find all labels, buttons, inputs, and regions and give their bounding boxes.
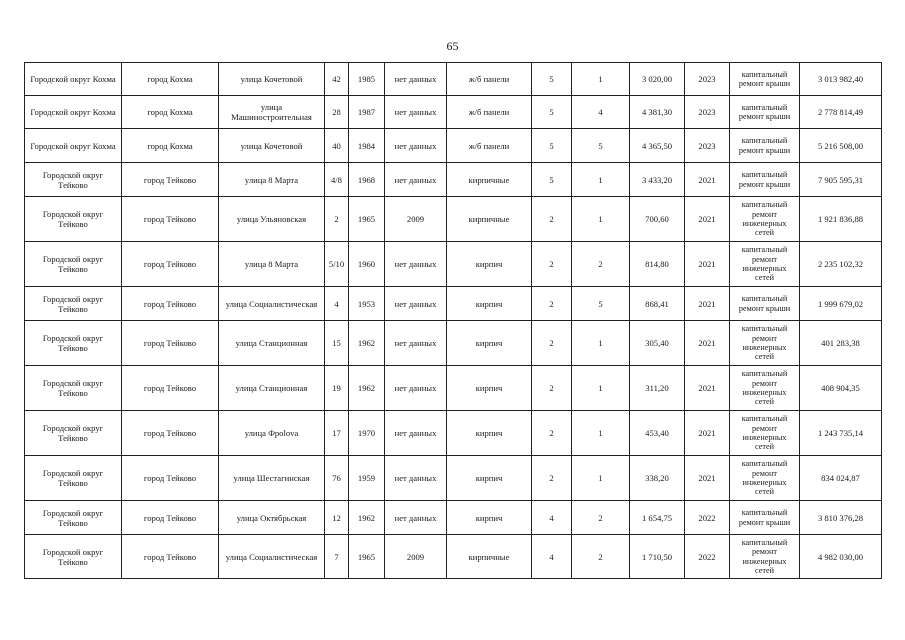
- cell-entrances: 2: [572, 242, 630, 287]
- cell-floors: 5: [532, 63, 572, 96]
- cell-year-last-repair: нет данных: [385, 96, 447, 129]
- cell-total-area: 3 433,20: [630, 163, 685, 197]
- cell-locality: город Кохма: [122, 96, 219, 129]
- cell-district: Городской округ Кохма: [25, 129, 122, 163]
- cell-house-number: 7: [325, 535, 349, 579]
- cell-total-area: 311,20: [630, 366, 685, 411]
- cell-total-area: 338,20: [630, 456, 685, 501]
- cell-street: улица Октябрьская: [219, 501, 325, 535]
- cell-total-area: 3 020,00: [630, 63, 685, 96]
- cell-work-type: капитальный ремонт инженерных сетей: [730, 242, 800, 287]
- cell-house-number: 40: [325, 129, 349, 163]
- cell-floors: 2: [532, 197, 572, 242]
- cell-wall-material: ж/б панели: [447, 63, 532, 96]
- cell-locality: город Тейково: [122, 321, 219, 366]
- cell-planned-year: 2021: [685, 456, 730, 501]
- cell-year-last-repair: нет данных: [385, 501, 447, 535]
- cell-total-area: 814,80: [630, 242, 685, 287]
- cell-locality: город Тейково: [122, 456, 219, 501]
- cell-total-area: 700,60: [630, 197, 685, 242]
- cell-year-last-repair: 2009: [385, 535, 447, 579]
- cell-cost: 5 216 508,00: [800, 129, 882, 163]
- cell-street: улица Социалистическая: [219, 535, 325, 579]
- cell-floors: 2: [532, 287, 572, 321]
- table-row: [25, 129, 882, 163]
- cell-work-type: капитальный ремонт инженерных сетей: [730, 197, 800, 242]
- cell-locality: город Кохма: [122, 63, 219, 96]
- cell-work-type: капитальный ремонт крыши: [730, 96, 800, 129]
- cell-work-type: капитальный ремонт крыши: [730, 287, 800, 321]
- cell-cost: 2 778 814,49: [800, 96, 882, 129]
- cell-entrances: 1: [572, 63, 630, 96]
- cell-house-number: 5/10: [325, 242, 349, 287]
- cell-year-last-repair: нет данных: [385, 163, 447, 197]
- cell-year-last-repair: нет данных: [385, 287, 447, 321]
- cell-year-last-repair: нет данных: [385, 366, 447, 411]
- cell-wall-material: кирпичные: [447, 197, 532, 242]
- cell-entrances: 5: [572, 287, 630, 321]
- cell-district: Городской округ Тейково: [25, 197, 122, 242]
- cell-cost: 3 013 982,40: [800, 63, 882, 96]
- cell-district: Городской округ Тейково: [25, 411, 122, 456]
- cell-street: улица Кочетовой: [219, 63, 325, 96]
- cell-year-last-repair: нет данных: [385, 129, 447, 163]
- cell-year-built: 1965: [349, 197, 385, 242]
- cell-locality: город Тейково: [122, 411, 219, 456]
- cell-entrances: 2: [572, 535, 630, 579]
- cell-street: улица 8 Марта: [219, 242, 325, 287]
- table-body: [25, 63, 882, 579]
- cell-district: Городской округ Кохма: [25, 96, 122, 129]
- cell-planned-year: 2021: [685, 242, 730, 287]
- cell-cost: 1 243 735,14: [800, 411, 882, 456]
- cell-wall-material: кирпич: [447, 287, 532, 321]
- cell-wall-material: кирпич: [447, 242, 532, 287]
- cell-planned-year: 2021: [685, 321, 730, 366]
- cell-district: Городской округ Тейково: [25, 501, 122, 535]
- cell-floors: 2: [532, 366, 572, 411]
- cell-floors: 5: [532, 129, 572, 163]
- cell-district: Городской округ Тейково: [25, 456, 122, 501]
- cell-year-built: 1984: [349, 129, 385, 163]
- cell-floors: 2: [532, 411, 572, 456]
- cell-cost: 4 982 030,00: [800, 535, 882, 579]
- cell-district: Городской округ Тейково: [25, 242, 122, 287]
- cell-locality: город Тейково: [122, 366, 219, 411]
- cell-year-built: 1962: [349, 321, 385, 366]
- cell-street: улица Шестагинская: [219, 456, 325, 501]
- cell-floors: 2: [532, 242, 572, 287]
- cell-planned-year: 2023: [685, 96, 730, 129]
- table-row: [25, 96, 882, 129]
- cell-year-built: 1959: [349, 456, 385, 501]
- cell-year-built: 1985: [349, 63, 385, 96]
- cell-planned-year: 2023: [685, 129, 730, 163]
- cell-work-type: капитальный ремонт крыши: [730, 63, 800, 96]
- cell-work-type: капитальный ремонт инженерных сетей: [730, 411, 800, 456]
- cell-cost: 401 283,38: [800, 321, 882, 366]
- cell-district: Городской округ Тейково: [25, 366, 122, 411]
- cell-work-type: капитальный ремонт инженерных сетей: [730, 321, 800, 366]
- table-row: [25, 366, 882, 411]
- cell-wall-material: кирпич: [447, 501, 532, 535]
- cell-locality: город Тейково: [122, 242, 219, 287]
- cell-street: улица Кочетовой: [219, 129, 325, 163]
- cell-locality: город Тейково: [122, 287, 219, 321]
- cell-entrances: 1: [572, 456, 630, 501]
- cell-street: улица 8 Марта: [219, 163, 325, 197]
- cell-locality: город Тейково: [122, 535, 219, 579]
- cell-locality: город Кохма: [122, 129, 219, 163]
- cell-floors: 2: [532, 321, 572, 366]
- cell-planned-year: 2022: [685, 501, 730, 535]
- cell-wall-material: кирпич: [447, 411, 532, 456]
- cell-total-area: 305,40: [630, 321, 685, 366]
- page-number: 65: [446, 39, 459, 53]
- cell-cost: 1 921 836,88: [800, 197, 882, 242]
- cell-entrances: 1: [572, 366, 630, 411]
- cell-floors: 4: [532, 501, 572, 535]
- cell-total-area: 868,41: [630, 287, 685, 321]
- cell-year-built: 1953: [349, 287, 385, 321]
- cell-wall-material: кирпич: [447, 321, 532, 366]
- table-row: [25, 63, 882, 96]
- cell-year-built: 1960: [349, 242, 385, 287]
- cell-street: улица Машиностроительная: [219, 96, 325, 129]
- cell-cost: 2 235 102,32: [800, 242, 882, 287]
- cell-work-type: капитальный ремонт инженерных сетей: [730, 535, 800, 579]
- cell-planned-year: 2021: [685, 163, 730, 197]
- cell-house-number: 4/8: [325, 163, 349, 197]
- cell-floors: 5: [532, 163, 572, 197]
- cell-street: улица Станционная: [219, 321, 325, 366]
- cell-total-area: 4 381,30: [630, 96, 685, 129]
- cell-entrances: 1: [572, 163, 630, 197]
- cell-year-last-repair: нет данных: [385, 63, 447, 96]
- cell-cost: 408 904,35: [800, 366, 882, 411]
- cell-wall-material: ж/б панели: [447, 129, 532, 163]
- cell-work-type: капитальный ремонт инженерных сетей: [730, 456, 800, 501]
- cell-planned-year: 2021: [685, 197, 730, 242]
- cell-cost: 7 905 595,31: [800, 163, 882, 197]
- cell-wall-material: ж/б панели: [447, 96, 532, 129]
- cell-street: улица Ульяновская: [219, 197, 325, 242]
- cell-street: улица Социалистическая: [219, 287, 325, 321]
- cell-year-last-repair: 2009: [385, 197, 447, 242]
- cell-house-number: 76: [325, 456, 349, 501]
- cell-total-area: 1 710,50: [630, 535, 685, 579]
- housing-repair-table: [24, 62, 882, 579]
- table-row: [25, 287, 882, 321]
- cell-year-last-repair: нет данных: [385, 242, 447, 287]
- cell-entrances: 1: [572, 411, 630, 456]
- cell-house-number: 42: [325, 63, 349, 96]
- cell-street: улица Фрolova: [219, 411, 325, 456]
- cell-cost: 834 024,87: [800, 456, 882, 501]
- cell-total-area: 1 654,75: [630, 501, 685, 535]
- cell-year-last-repair: нет данных: [385, 456, 447, 501]
- table-row: [25, 501, 882, 535]
- cell-entrances: 4: [572, 96, 630, 129]
- cell-house-number: 19: [325, 366, 349, 411]
- cell-wall-material: кирпичные: [447, 163, 532, 197]
- cell-cost: 1 999 679,02: [800, 287, 882, 321]
- cell-total-area: 453,40: [630, 411, 685, 456]
- cell-floors: 4: [532, 535, 572, 579]
- cell-total-area: 4 365,50: [630, 129, 685, 163]
- cell-work-type: капитальный ремонт крыши: [730, 501, 800, 535]
- cell-entrances: 1: [572, 321, 630, 366]
- table-row: [25, 163, 882, 197]
- cell-locality: город Тейково: [122, 501, 219, 535]
- cell-district: Городской округ Кохма: [25, 63, 122, 96]
- cell-floors: 5: [532, 96, 572, 129]
- cell-year-built: 1965: [349, 535, 385, 579]
- cell-house-number: 2: [325, 197, 349, 242]
- cell-year-built: 1962: [349, 366, 385, 411]
- cell-planned-year: 2021: [685, 287, 730, 321]
- cell-planned-year: 2023: [685, 63, 730, 96]
- cell-entrances: 5: [572, 129, 630, 163]
- cell-house-number: 4: [325, 287, 349, 321]
- cell-wall-material: кирпич: [447, 456, 532, 501]
- table-row: [25, 242, 882, 287]
- cell-locality: город Тейково: [122, 163, 219, 197]
- cell-entrances: 2: [572, 501, 630, 535]
- cell-district: Городской округ Тейково: [25, 163, 122, 197]
- cell-year-built: 1970: [349, 411, 385, 456]
- table-row: [25, 535, 882, 579]
- cell-district: Городской округ Тейково: [25, 321, 122, 366]
- cell-district: Городской округ Тейково: [25, 535, 122, 579]
- cell-entrances: 1: [572, 197, 630, 242]
- cell-year-built: 1987: [349, 96, 385, 129]
- table-row: [25, 197, 882, 242]
- cell-work-type: капитальный ремонт крыши: [730, 163, 800, 197]
- cell-locality: город Тейково: [122, 197, 219, 242]
- cell-year-last-repair: нет данных: [385, 411, 447, 456]
- cell-work-type: капитальный ремонт инженерных сетей: [730, 366, 800, 411]
- cell-year-built: 1968: [349, 163, 385, 197]
- table-row: [25, 411, 882, 456]
- cell-cost: 3 810 376,28: [800, 501, 882, 535]
- cell-district: Городской округ Тейково: [25, 287, 122, 321]
- cell-year-built: 1962: [349, 501, 385, 535]
- cell-wall-material: кирпич: [447, 366, 532, 411]
- cell-house-number: 12: [325, 501, 349, 535]
- cell-house-number: 15: [325, 321, 349, 366]
- cell-house-number: 17: [325, 411, 349, 456]
- cell-planned-year: 2021: [685, 366, 730, 411]
- cell-work-type: капитальный ремонт крыши: [730, 129, 800, 163]
- cell-wall-material: кирпичные: [447, 535, 532, 579]
- cell-house-number: 28: [325, 96, 349, 129]
- cell-floors: 2: [532, 456, 572, 501]
- table-row: [25, 321, 882, 366]
- cell-year-last-repair: нет данных: [385, 321, 447, 366]
- table-row: [25, 456, 882, 501]
- cell-planned-year: 2022: [685, 535, 730, 579]
- cell-planned-year: 2021: [685, 411, 730, 456]
- cell-street: улица Станционная: [219, 366, 325, 411]
